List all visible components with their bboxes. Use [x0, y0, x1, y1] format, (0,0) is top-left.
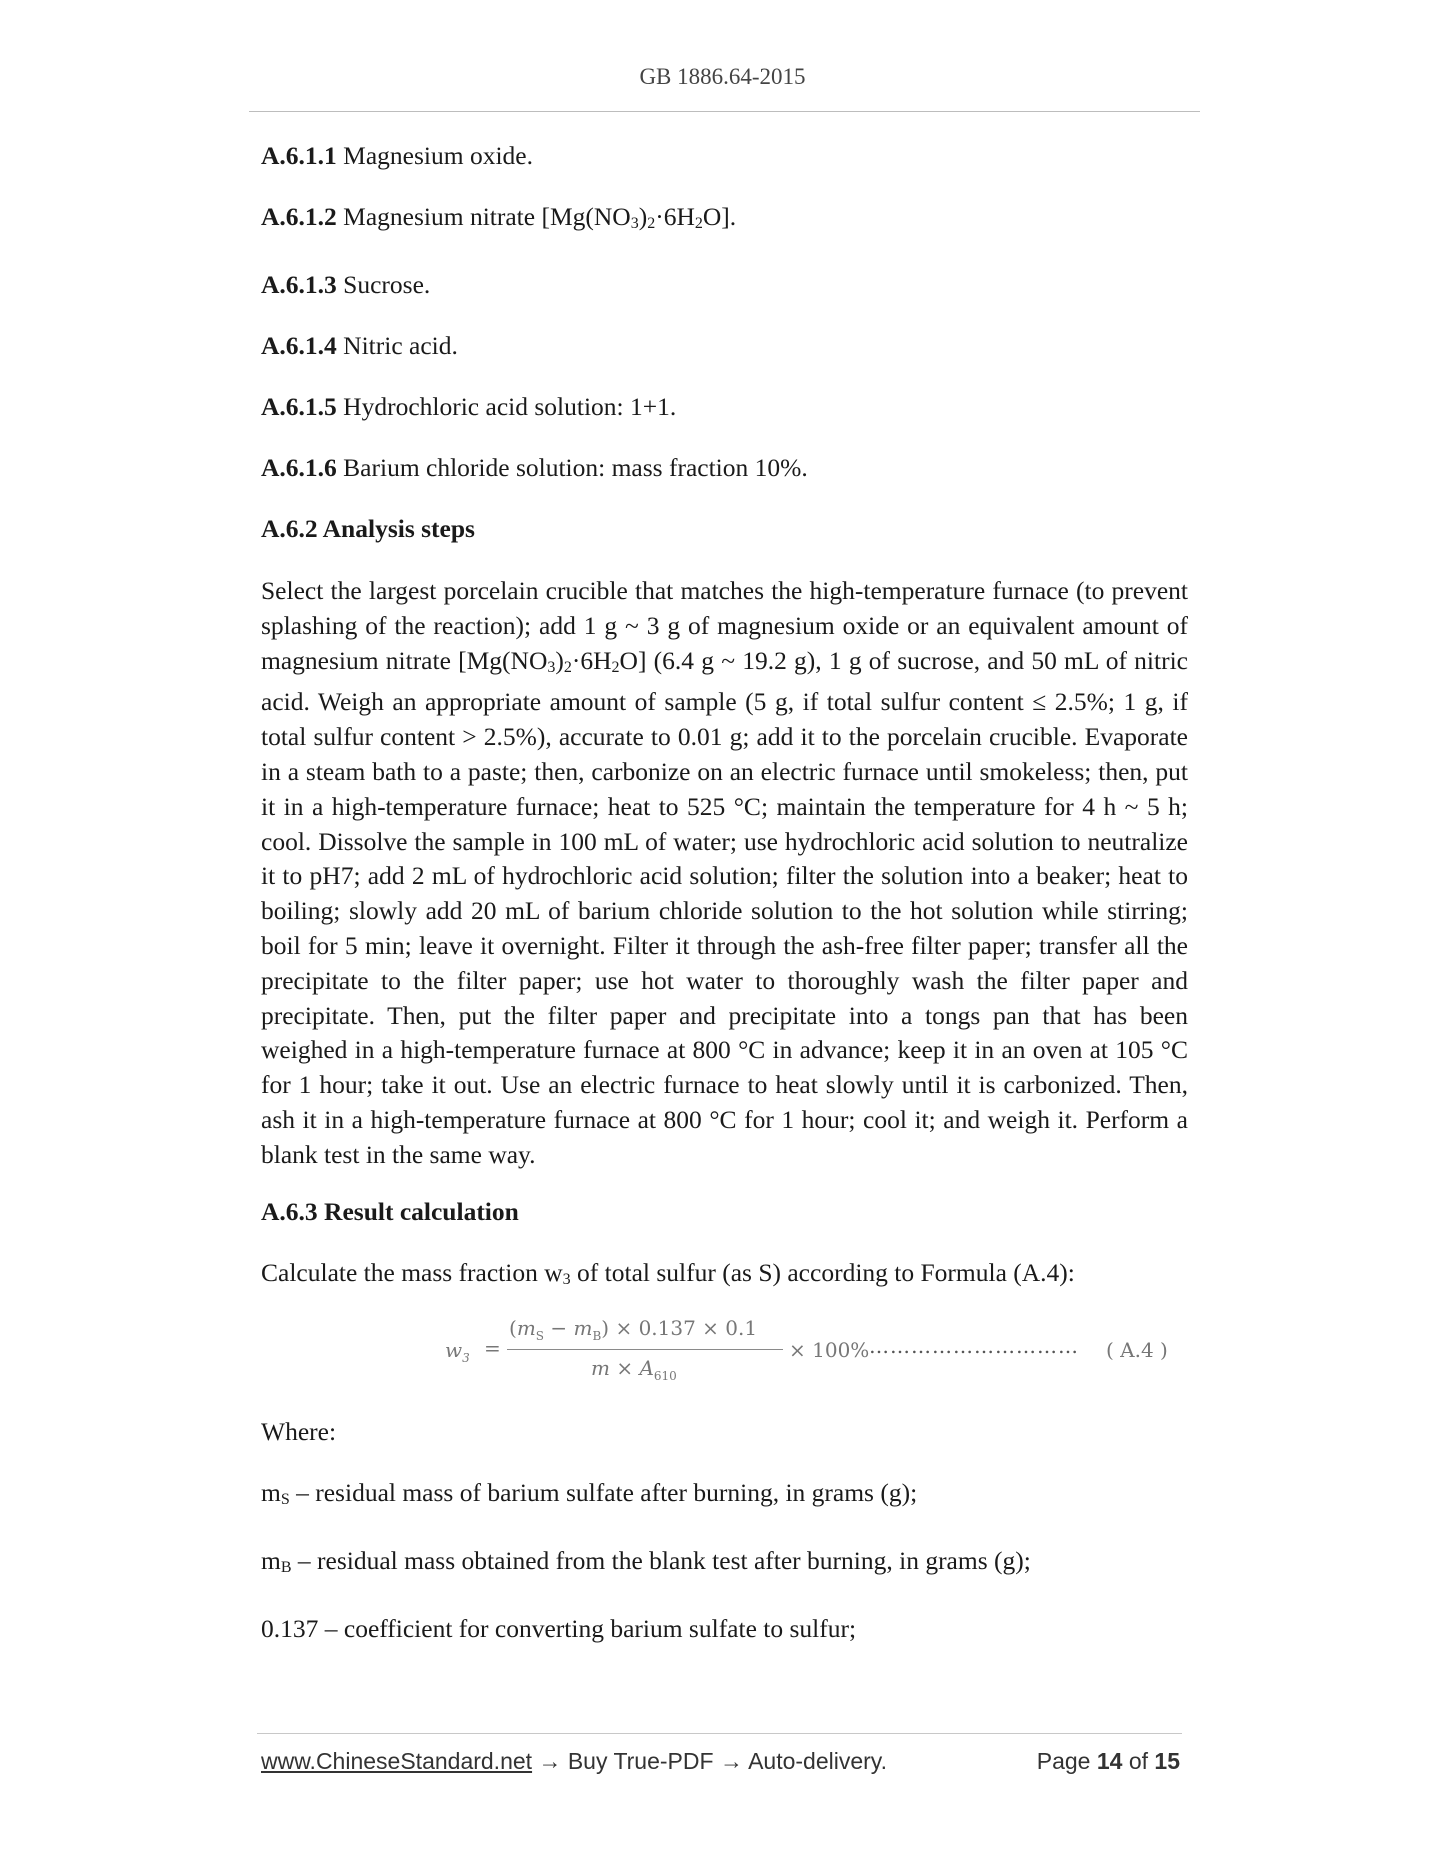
doc-code: GB 1886.64-2015 [639, 64, 806, 89]
def-text: – residual mass obtained from the blank test after burning, in grams (g); [291, 1545, 1031, 1575]
calc-text: Calculate the mass fraction w [261, 1257, 563, 1287]
section-heading-result: A.6.3 Result calculation [261, 1196, 519, 1226]
of-label: of [1122, 1748, 1155, 1774]
subscript: S [280, 1490, 290, 1508]
reagent-text: Sucrose. [336, 270, 431, 299]
footer-divider [257, 1733, 1182, 1734]
footer-promo [261, 1748, 887, 1775]
page-number: 14 [1096, 1748, 1123, 1774]
page-total: 15 [1154, 1748, 1180, 1774]
calculation-intro [261, 1257, 1188, 1296]
reagent-item [261, 330, 1188, 362]
formula-a4 [261, 1316, 1188, 1388]
section-heading-analysis: A.6.2 Analysis steps [261, 514, 475, 543]
clause-number: A.6.1.4 [261, 331, 337, 360]
paragraph-text: O] (6.4 g ~ 19.2 g), 1 g of sucrose, and 50 mL of nitric acid. Weigh an appropriate amount of sample (5 g, if total sulfur content ≤ 2.5%; 1 g, if total sulfur content > 2.5%), accurate to 0.01 g; add it to the porcelain crucible. Evaporate in a steam bath to a paste; then, carbonize on an electric furnace until smokeless; then, put it in a high-temperature furnace; heat to 525 °C; maintain the temperature for 4 h ~ 5 h; cool. Dissolve the sample in 100 mL of water; use hydrochloric acid solution to neutralize it to pH7; add 2 mL of hydrochloric acid solution; filter the solution into a beaker; heat to boiling; slowly add 20 mL of barium chloride solution to the hot solution while stirring; boil for 5 min; leave it overnight. Filter it through the ash-free filter paper; transfer all the precipitate to the filter paper; use hot water to thoroughly wash the filter paper and precipitate. Then, put the filter paper and precipitate into a tongs pan that has been weighed in a high-temperature furnace at 800 °C in advance; keep it in an oven at 105 °C for 1 hour; take it out. Use an electric furnace to heat slowly until it is carbonized. Then, ash it in a high-temperature furnace at 800 °C for 1 hour; cool it; and weigh it. Perform a blank test in the same way. [261, 645, 1188, 1169]
clause-number: A.6.1.3 [261, 270, 337, 299]
clause-number: A.6.1.5 [261, 392, 337, 421]
def-text: – coefficient for converting barium sulfate to sulfur; [318, 1613, 857, 1643]
def-symbol: m [261, 1545, 281, 1575]
page-content [261, 140, 1188, 1674]
reagent-text: Magnesium oxide. [336, 141, 533, 170]
analysis-paragraph [261, 574, 1188, 1173]
arrow-icon: → [532, 1748, 568, 1774]
formula-op: − [544, 1315, 574, 1340]
subscript: 2 [694, 215, 703, 232]
definition-item [261, 1613, 1188, 1645]
reagent-item [261, 140, 1188, 172]
formula-denominator [591, 1356, 677, 1383]
formula-sub: B [592, 1328, 602, 1343]
paragraph-text: ·6H [571, 645, 612, 675]
subscript: 3 [630, 215, 639, 232]
clause-number: A.6.1.6 [261, 453, 337, 482]
where-label: Where: [261, 1416, 337, 1446]
page-indicator [1037, 1748, 1180, 1775]
paragraph-text: Select the largest porcelain crucible that matches the high-temperature furnace (to prevent splashing of the reaction); add 1 g ~ 3 g of magnesium oxide or an equivalent amount of magnesium nitrate [Mg(NO [261, 576, 1188, 675]
formula-sub: S [535, 1328, 545, 1343]
footer-delivery-text: Auto-delivery. [748, 1748, 887, 1774]
subscript: 2 [647, 215, 656, 232]
arrow-icon: → [713, 1748, 749, 1774]
reagent-text: Barium chloride solution: mass fraction 10%. [336, 453, 808, 482]
formula-sub: 610 [653, 1368, 677, 1383]
formula-var: m [573, 1315, 593, 1340]
formula-lhs [445, 1338, 470, 1365]
definition-item [261, 1477, 1188, 1516]
subscript: 3 [562, 1270, 571, 1288]
page-footer [261, 1748, 1180, 1782]
definition-item [261, 1545, 1188, 1584]
site-link[interactable]: www.ChineseStandard.net [261, 1748, 533, 1774]
formula-var: m [591, 1355, 610, 1380]
reagent-item [261, 269, 1188, 301]
formula-num-rest: ) × 0.137 × 0.1 [601, 1315, 758, 1340]
paragraph-text: ) [555, 645, 564, 675]
reagent-item [261, 201, 1188, 240]
document-header [0, 64, 1445, 90]
formula-var: m [516, 1315, 536, 1340]
subscript: 3 [547, 658, 556, 676]
formula-var: w [445, 1337, 463, 1362]
formula-equals: = [484, 1335, 501, 1360]
clause-number: A.6.1.2 [261, 202, 337, 231]
footer-buy-text: Buy True-PDF [567, 1748, 714, 1774]
subscript: B [280, 1558, 292, 1576]
reagent-text: Hydrochloric acid solution: 1+1. [336, 392, 677, 421]
header-divider [249, 111, 1200, 112]
def-text: – residual mass of barium sulfate after burning, in grams (g); [289, 1477, 918, 1507]
reagent-text: ·6H [655, 202, 695, 231]
reagent-item [261, 391, 1188, 423]
reagent-text: ) [638, 202, 648, 231]
reagent-text: Nitric acid. [336, 331, 458, 360]
reagent-item [261, 452, 1188, 484]
formula-var: A [639, 1355, 654, 1380]
formula-tail: × 100% [789, 1337, 870, 1362]
formula-op: × [609, 1355, 640, 1380]
formula-paren: ( [509, 1315, 517, 1340]
subscript: 2 [563, 658, 572, 676]
formula-numerator [509, 1316, 757, 1343]
def-symbol: m [261, 1477, 281, 1507]
page-label: Page [1036, 1748, 1097, 1774]
formula-label: ( A.4 ) [1106, 1337, 1168, 1362]
calc-text: of total sulfur (as S) according to Formula (A.4): [570, 1257, 1075, 1287]
fraction-bar [507, 1349, 783, 1350]
formula-sub: 3 [462, 1350, 470, 1365]
def-symbol: 0.137 [261, 1613, 319, 1643]
reagent-text: O]. [702, 202, 737, 231]
clause-number: A.6.1.1 [261, 141, 337, 170]
reagent-text: Magnesium nitrate [Mg(NO [336, 202, 631, 231]
subscript: 2 [611, 658, 620, 676]
formula-leader-dots: ………………………… [869, 1333, 1079, 1358]
